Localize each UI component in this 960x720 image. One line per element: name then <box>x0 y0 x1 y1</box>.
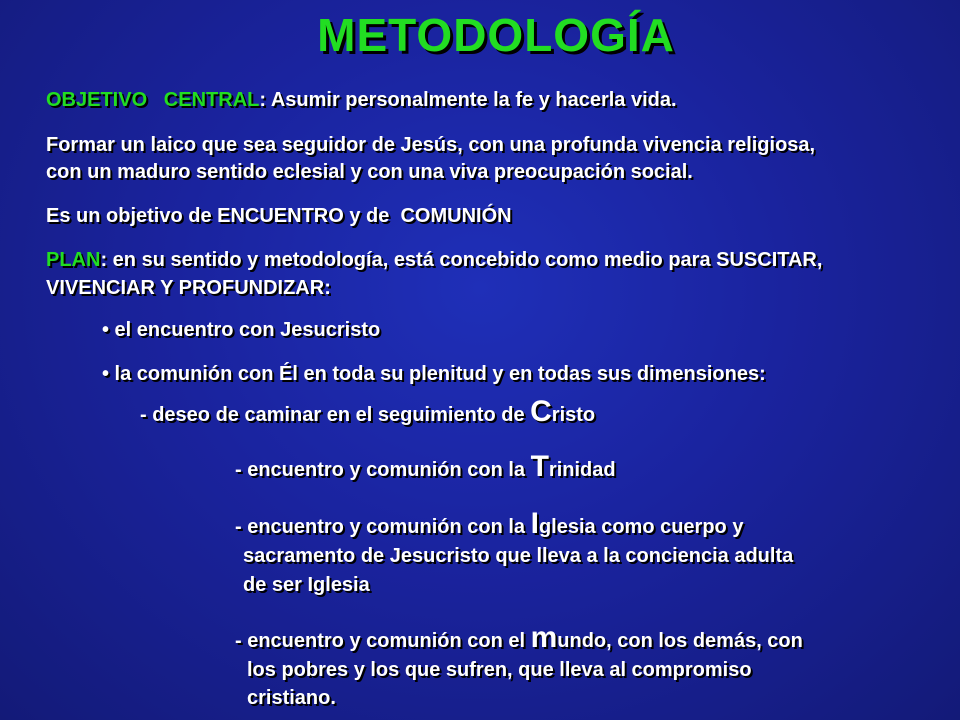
sub-iglesia-line-2: sacramento de Jesucristo que lleva a la conciencia adulta <box>243 545 794 567</box>
sub-mundo <box>235 621 803 654</box>
sub-mundo-line-2: los pobres y los que sufren, que lleva al compromiso <box>247 659 752 681</box>
sub-trinidad <box>235 450 616 483</box>
plan-comma: , <box>816 249 823 271</box>
encounter-line: Es un objetivo de ENCUENTRO y de COMUNIÓN <box>46 205 512 227</box>
plan-suscitar: SUSCITAR <box>716 249 817 271</box>
plan-profundizar: PROFUNDIZAR <box>178 277 325 299</box>
objective-label: OBJETIVO CENTRAL <box>46 89 260 111</box>
objective-text: : Asumir personalmente la fe y hacerla vida. <box>259 89 677 111</box>
sub-iglesia-rest: glesia como cuerpo y <box>538 516 744 538</box>
sub-cristo <box>140 395 596 428</box>
sub-trinidad-prefix: - encuentro y comunión con la <box>235 459 531 481</box>
slide-title: METODOLOGÍA <box>317 9 675 61</box>
plan-colon: : <box>324 277 331 299</box>
plan-y: Y <box>154 277 179 299</box>
sub-mundo-rest: undo, con los demás, con <box>557 630 803 652</box>
sub-iglesia-line-3: de ser Iglesia <box>243 574 370 596</box>
sub-mundo-line-3: cristiano. <box>247 687 336 709</box>
form-line-1: Formar un laico que sea seguidor de Jesús, con una profunda vivencia religiosa, <box>46 134 816 156</box>
plan-line-2 <box>46 276 331 300</box>
sub-cristo-rest: risto <box>551 404 596 426</box>
plan-text: : en su sentido y metodología, está concebido como medio para <box>100 249 717 271</box>
sub-trinidad-initial: T <box>530 450 549 483</box>
sub-iglesia <box>235 507 744 540</box>
plan-line-1 <box>46 248 822 272</box>
bullet-comunion: • la comunión con Él en toda su plenitud y en todas sus dimensiones: <box>102 363 766 385</box>
sub-mundo-prefix: - encuentro y comunión con el <box>235 630 531 652</box>
sub-mundo-initial: m <box>530 621 558 654</box>
sub-trinidad-rest: rinidad <box>548 459 616 481</box>
form-line-2: con un maduro sentido eclesial y con una viva preocupación social. <box>46 161 693 183</box>
sub-cristo-initial: C <box>530 395 552 428</box>
bullet-encuentro: • el encuentro con Jesucristo <box>102 319 381 341</box>
objective-line <box>46 88 677 112</box>
sub-cristo-prefix: - deseo de caminar en el seguimiento de <box>140 404 531 426</box>
plan-label: PLAN <box>46 249 101 271</box>
sub-iglesia-prefix: - encuentro y comunión con la <box>235 516 531 538</box>
plan-vivenciar: VIVENCIAR <box>46 277 155 299</box>
sub-iglesia-initial: I <box>530 507 539 540</box>
